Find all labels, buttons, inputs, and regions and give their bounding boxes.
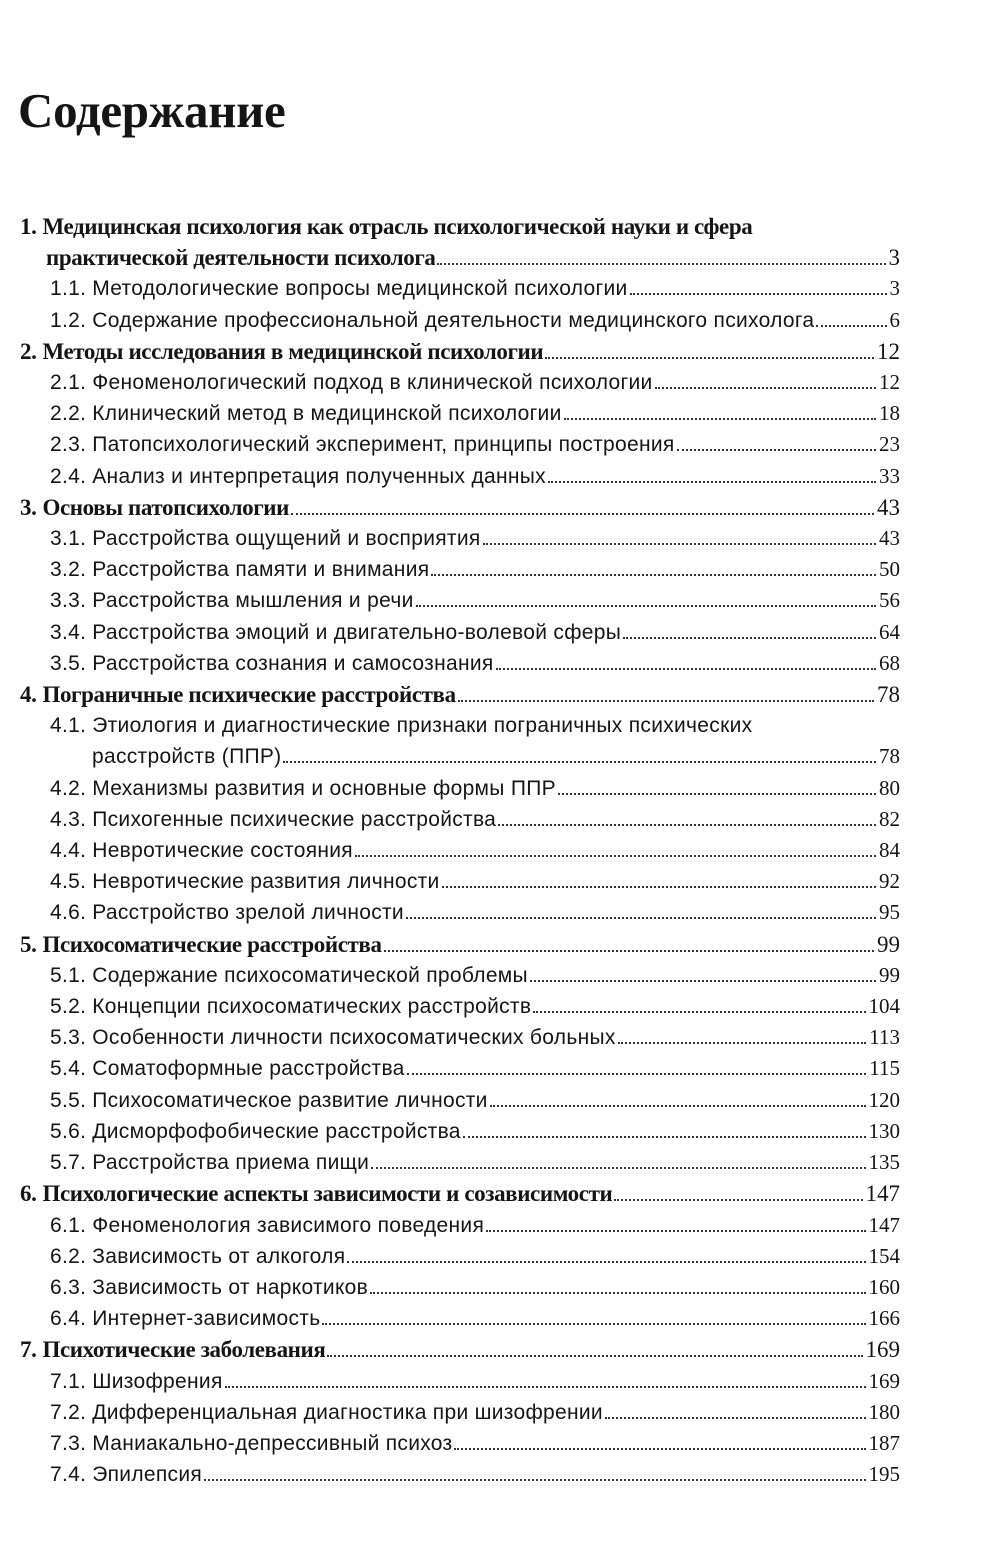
- dot-leader: [437, 263, 885, 265]
- page-number: 99: [879, 962, 900, 987]
- dot-leader: [498, 824, 876, 826]
- toc-entry[interactable]: [20, 523, 900, 554]
- entry-number: 2.: [20, 338, 37, 364]
- entry-number: 7.4.: [50, 1463, 87, 1487]
- page-number: 78: [877, 682, 900, 708]
- page-number: 135: [868, 1150, 900, 1175]
- entry-number: 6.: [20, 1181, 37, 1207]
- entry-number: 6.1.: [50, 1213, 87, 1237]
- dot-leader: [677, 449, 876, 451]
- entry-title: Психотические заболевания: [42, 1337, 326, 1363]
- page-number: 113: [869, 1025, 900, 1050]
- entry-title: Методы исследования в медицинской психологии: [42, 338, 544, 364]
- entry-number: 3.4.: [50, 620, 87, 644]
- entry-title: Расстройства эмоций и двигательно-волевой сферы: [92, 620, 622, 644]
- page-number: 104: [868, 994, 900, 1019]
- page-number: 80: [879, 775, 900, 800]
- entry-title: Дисморфофобические расстройства: [92, 1119, 461, 1143]
- dot-leader: [406, 917, 876, 919]
- entry-title-line1: Медицинская психология как отрасль психологической науки и сфера: [42, 214, 753, 239]
- entry-title: Механизмы развития и основные формы ППР: [92, 776, 556, 800]
- entry-number: 3.: [20, 494, 37, 520]
- page-number: 169: [865, 1337, 900, 1363]
- entry-number: 5.6.: [50, 1119, 87, 1143]
- entry-title-line1: Этиология и диагностические признаки пограничных психических: [92, 714, 753, 738]
- toc-entry[interactable]: [20, 710, 900, 772]
- entry-number: 2.2.: [50, 402, 87, 426]
- toc-entry[interactable]: [20, 211, 900, 273]
- page-number: 6: [889, 307, 900, 332]
- dot-leader: [558, 793, 876, 795]
- dot-leader: [545, 357, 874, 359]
- dot-leader: [490, 1105, 866, 1107]
- entry-title: Расстройства мышления и речи: [92, 589, 414, 613]
- entry-title: Шизофрения: [92, 1369, 223, 1393]
- toc-entry[interactable]: [20, 960, 900, 991]
- dot-leader: [431, 574, 876, 576]
- dot-leader: [614, 1199, 862, 1201]
- entry-title: Невротические развития личности: [92, 870, 440, 894]
- page-title: Содержание: [18, 83, 286, 138]
- page-number: 187: [868, 1430, 900, 1455]
- page-number: 43: [877, 494, 900, 520]
- page-number: 195: [868, 1462, 900, 1487]
- entry-title: Пограничные психические расстройства: [42, 682, 456, 708]
- toc-entry[interactable]: [20, 492, 900, 523]
- page-number: 147: [868, 1212, 900, 1237]
- dot-leader: [496, 668, 876, 670]
- entry-title: Расстройства сознания и самосознания: [92, 651, 494, 675]
- dot-leader: [564, 418, 876, 420]
- toc-entry[interactable]: [20, 554, 900, 585]
- dot-leader: [347, 1261, 865, 1263]
- entry-number: 1.1.: [50, 277, 87, 301]
- toc-entry[interactable]: [20, 1366, 900, 1397]
- page-number: 12: [879, 370, 900, 395]
- entry-number: 5.1.: [50, 963, 87, 987]
- dot-leader: [283, 761, 876, 763]
- entry-title: Феноменологический подход в клинической психологии: [92, 371, 653, 395]
- dot-leader: [355, 855, 876, 857]
- entry-title: практической деятельности психолога: [46, 245, 436, 271]
- entry-number: 5.4.: [50, 1057, 87, 1081]
- toc-entry[interactable]: [20, 398, 900, 429]
- entry-number: 4.3.: [50, 807, 87, 831]
- dot-leader: [605, 1417, 866, 1419]
- page-number: 84: [879, 838, 900, 863]
- toc-entry[interactable]: [20, 991, 900, 1022]
- page-number: 99: [877, 931, 900, 957]
- toc-entry[interactable]: [20, 1428, 900, 1459]
- entry-title: Методологические вопросы медицинской психологии: [92, 277, 628, 301]
- dot-leader: [530, 980, 876, 982]
- entry-number: 5.: [20, 931, 37, 957]
- entry-title: Эпилепсия: [92, 1463, 203, 1487]
- page-number: 160: [868, 1274, 900, 1299]
- dot-leader: [371, 1167, 865, 1169]
- page-number: 78: [879, 744, 900, 769]
- entry-title: Расстройства ощущений и восприятия: [92, 527, 481, 551]
- toc-entry[interactable]: [20, 273, 900, 304]
- dot-leader: [225, 1386, 866, 1388]
- entry-number: 7.2.: [50, 1400, 87, 1424]
- toc-entry[interactable]: [20, 929, 900, 960]
- dot-leader: [618, 1042, 867, 1044]
- entry-title: Психосоматическое развитие личности: [92, 1088, 488, 1112]
- entry-number: 6.2.: [50, 1244, 87, 1268]
- entry-number: 1.: [20, 214, 37, 239]
- toc-entry[interactable]: [20, 336, 900, 367]
- entry-number: 3.2.: [50, 558, 87, 582]
- page-number: 64: [879, 619, 900, 644]
- page-number: 92: [879, 869, 900, 894]
- entry-number: 4.4.: [50, 839, 87, 863]
- dot-leader: [454, 1448, 865, 1450]
- page-number: 82: [879, 806, 900, 831]
- toc-entry[interactable]: [20, 1022, 900, 1053]
- entry-title: Психосоматические расстройства: [42, 931, 382, 957]
- entry-number: 2.4.: [50, 464, 87, 488]
- toc-entry[interactable]: [20, 305, 900, 336]
- entry-number: 4.5.: [50, 870, 87, 894]
- dot-leader: [816, 325, 886, 327]
- toc-entry[interactable]: [20, 1459, 900, 1490]
- dot-leader: [416, 605, 876, 607]
- dot-leader: [327, 1355, 862, 1357]
- toc-entry[interactable]: [20, 897, 900, 928]
- entry-number: 5.3.: [50, 1026, 87, 1050]
- dot-leader: [463, 1136, 866, 1138]
- page-number: 23: [879, 432, 900, 457]
- page-number: 154: [868, 1243, 900, 1268]
- entry-number: 7.: [20, 1337, 37, 1363]
- page-number: 18: [879, 401, 900, 426]
- dot-leader: [407, 1073, 867, 1075]
- entry-title: Феноменология зависимого поведения: [92, 1213, 485, 1237]
- entry-number: 3.3.: [50, 589, 87, 613]
- toc-entry[interactable]: [20, 773, 900, 804]
- dot-leader: [458, 700, 874, 702]
- entry-title: Психологические аспекты зависимости и созависимости: [42, 1181, 613, 1207]
- page-number: 3: [889, 276, 900, 301]
- dot-leader: [630, 293, 887, 295]
- toc-entry[interactable]: [20, 1147, 900, 1178]
- entry-number: 4.: [20, 682, 37, 708]
- dot-leader: [623, 637, 876, 639]
- dot-leader: [322, 1323, 865, 1325]
- entry-title: Содержание профессиональной деятельности медицинского психолога: [92, 308, 815, 332]
- toc-entry[interactable]: [20, 679, 900, 710]
- dot-leader: [384, 950, 874, 952]
- page-number: 115: [869, 1056, 900, 1081]
- toc-entry[interactable]: [20, 429, 900, 460]
- page-number: 147: [865, 1181, 900, 1207]
- page-number: 180: [868, 1399, 900, 1424]
- entry-title: Концепции психосоматических расстройств: [92, 995, 532, 1019]
- toc-entry[interactable]: [20, 804, 900, 835]
- page-number: 95: [879, 900, 900, 925]
- entry-title: Зависимость от алкоголя: [92, 1244, 346, 1268]
- entry-number: 3.1.: [50, 527, 87, 551]
- entry-number: 4.6.: [50, 901, 87, 925]
- page-number: 3: [888, 245, 900, 271]
- entry-title: расстройств (ППР): [92, 745, 282, 769]
- entry-title: Маниакально-депрессивный психоз: [92, 1431, 453, 1455]
- entry-title: Соматоформные расстройства: [92, 1057, 405, 1081]
- entry-title: Интернет-зависимость: [92, 1307, 321, 1331]
- entry-title: Основы патопсихологии: [42, 494, 289, 520]
- dot-leader: [483, 543, 876, 545]
- toc-entry[interactable]: [20, 1053, 900, 1084]
- dot-leader: [291, 513, 874, 515]
- toc-entry[interactable]: [20, 367, 900, 398]
- toc-entry[interactable]: [20, 1085, 900, 1116]
- entry-number: 1.2.: [50, 308, 87, 332]
- entry-title: Дифференциальная диагностика при шизофрении: [92, 1400, 603, 1424]
- entry-number: 5.7.: [50, 1151, 87, 1175]
- toc-entry[interactable]: [20, 617, 900, 648]
- dot-leader: [442, 886, 876, 888]
- entry-title: Невротические состояния: [92, 839, 353, 863]
- entry-title: Расстройство зрелой личности: [92, 901, 404, 925]
- dot-leader: [486, 1230, 865, 1232]
- dot-leader: [548, 481, 876, 483]
- entry-number: 3.5.: [50, 651, 87, 675]
- toc-entry[interactable]: [20, 1178, 900, 1209]
- page-number: 56: [879, 588, 900, 613]
- dot-leader: [655, 387, 876, 389]
- toc-entry[interactable]: [20, 585, 900, 616]
- toc-entry[interactable]: [20, 1210, 900, 1241]
- entry-number: 6.4.: [50, 1307, 87, 1331]
- toc-entry[interactable]: [20, 1334, 900, 1365]
- entry-number: 2.1.: [50, 371, 87, 395]
- entry-number: 4.2.: [50, 776, 87, 800]
- toc-entry[interactable]: [20, 835, 900, 866]
- entry-number: 7.1.: [50, 1369, 87, 1393]
- toc-entry[interactable]: [20, 1241, 900, 1272]
- entry-number: 6.3.: [50, 1275, 87, 1299]
- page-number: 120: [868, 1087, 900, 1112]
- entry-title: Клинический метод в медицинской психологии: [92, 402, 562, 426]
- entry-title: Расстройства памяти и внимания: [92, 558, 430, 582]
- dot-leader: [204, 1479, 865, 1481]
- page-number: 50: [879, 557, 900, 582]
- entry-number: 5.5.: [50, 1088, 87, 1112]
- page-number: 130: [868, 1118, 900, 1143]
- entry-number: 2.3.: [50, 433, 87, 457]
- entry-number: 7.3.: [50, 1431, 87, 1455]
- entry-title: Психогенные психические расстройства: [92, 807, 497, 831]
- page-number: 43: [879, 526, 900, 551]
- entry-number: 4.1.: [50, 714, 87, 738]
- table-of-contents: [20, 211, 900, 1490]
- entry-title: Расстройства приема пищи: [92, 1151, 370, 1175]
- toc-entry[interactable]: [20, 648, 900, 679]
- page-number: 166: [868, 1306, 900, 1331]
- toc-entry[interactable]: [20, 461, 900, 492]
- toc-entry[interactable]: [20, 1303, 900, 1334]
- toc-entry[interactable]: [20, 1397, 900, 1428]
- toc-entry[interactable]: [20, 1272, 900, 1303]
- dot-leader: [533, 1011, 865, 1013]
- entry-title: Зависимость от наркотиков: [92, 1275, 369, 1299]
- dot-leader: [370, 1292, 865, 1294]
- entry-title: Особенности личности психосоматических больных: [92, 1026, 616, 1050]
- entry-title: Патопсихологический эксперимент, принципы построения: [92, 433, 675, 457]
- page-number: 169: [868, 1368, 900, 1393]
- entry-number: 5.2.: [50, 995, 87, 1019]
- page-number: 33: [879, 463, 900, 488]
- page-number: 68: [879, 650, 900, 675]
- toc-entry[interactable]: [20, 866, 900, 897]
- toc-entry[interactable]: [20, 1116, 900, 1147]
- entry-title: Содержание психосоматической проблемы: [92, 963, 528, 987]
- page-number: 12: [877, 338, 900, 364]
- entry-title: Анализ и интерпретация полученных данных: [92, 464, 546, 488]
